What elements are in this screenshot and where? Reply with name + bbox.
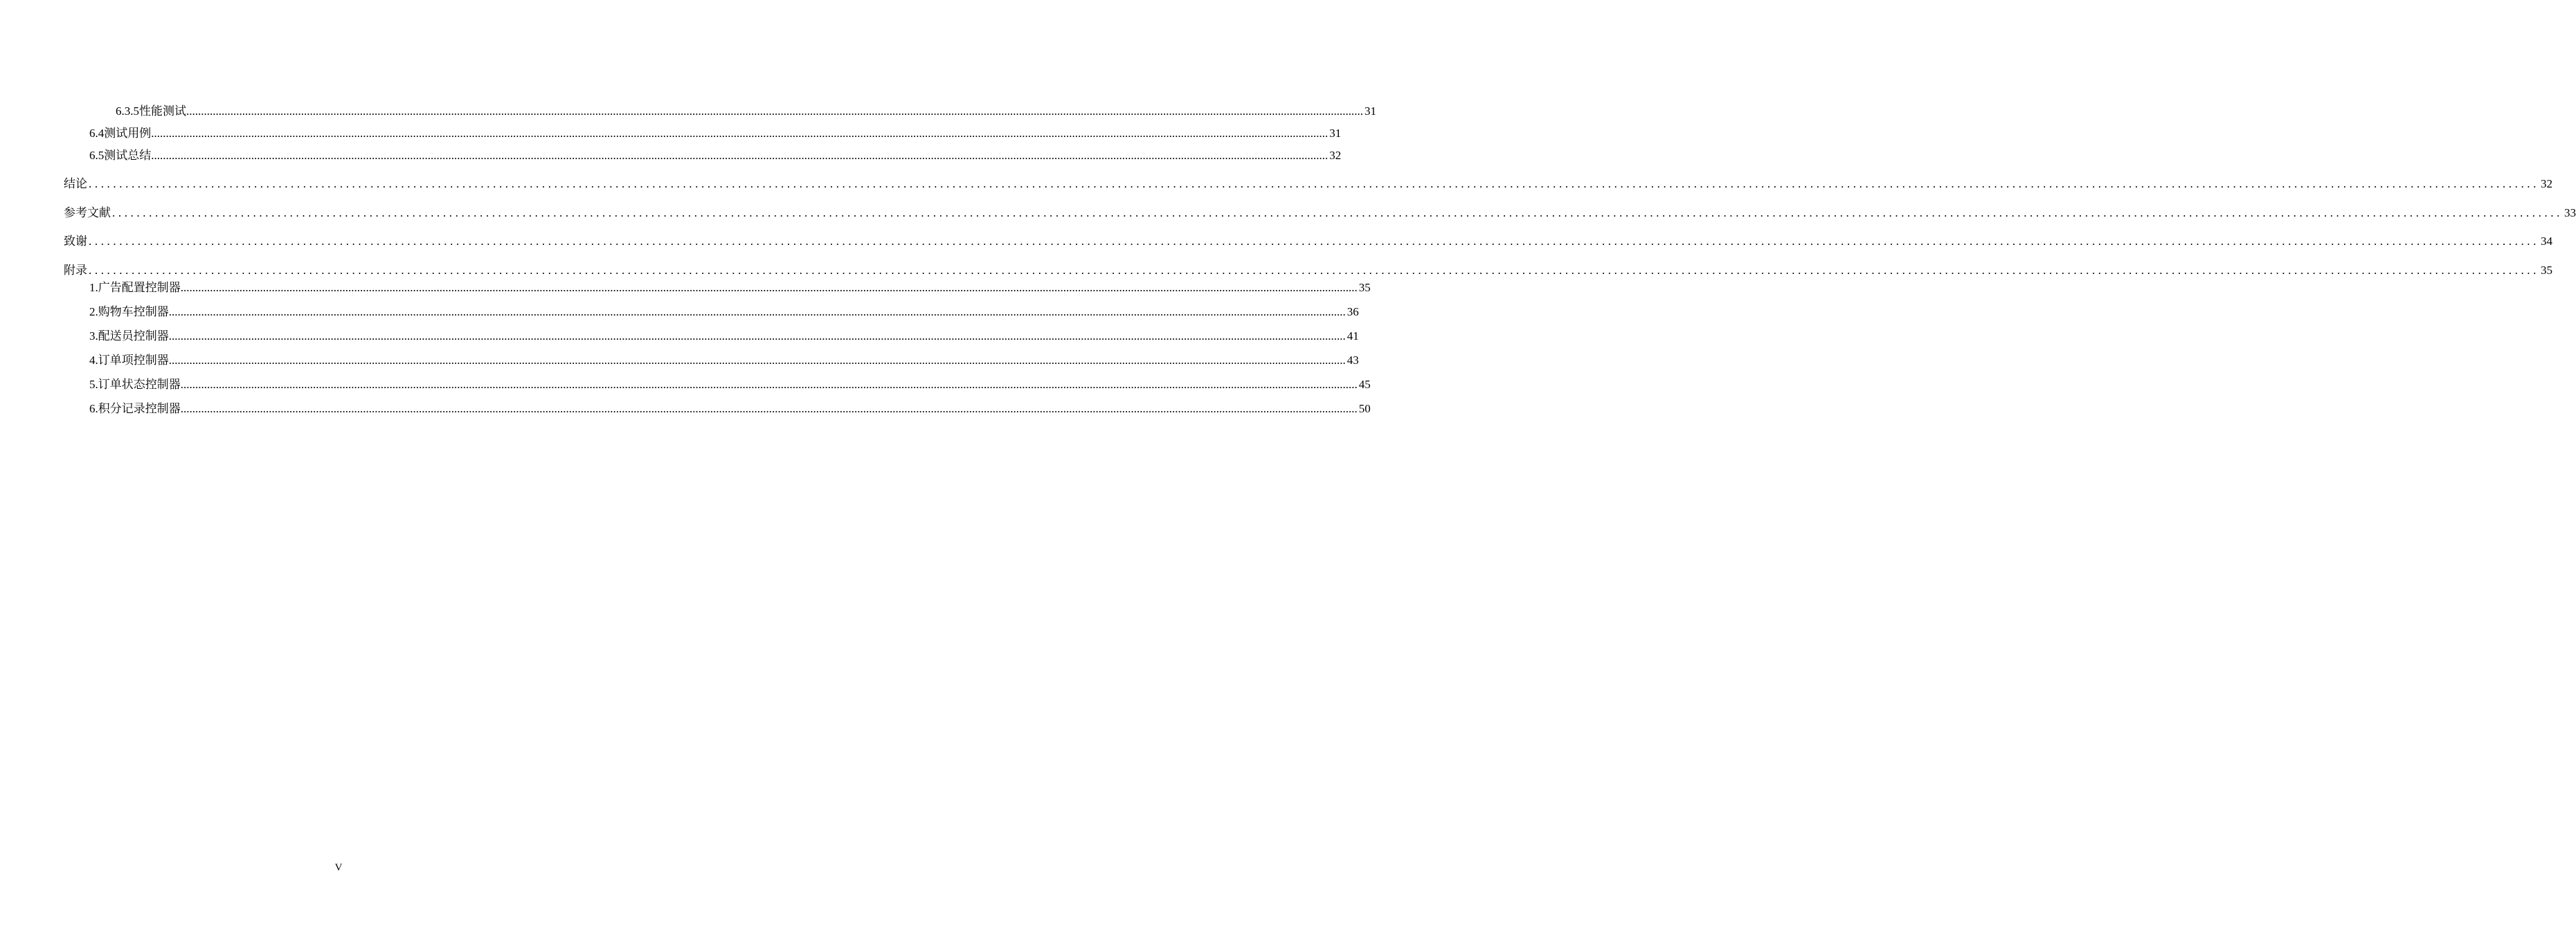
toc-entry[interactable] xyxy=(89,401,1371,417)
toc-entry-page: 33 xyxy=(2564,206,2576,219)
toc-entry-title: 附录 xyxy=(64,264,87,277)
toc-entry[interactable] xyxy=(89,148,1342,163)
toc-entry-page: 31 xyxy=(1329,127,1342,140)
toc-entry-title: 测试总结 xyxy=(104,149,152,162)
toc-entry-title: 3.配送员控制器 xyxy=(89,329,169,343)
toc-entry-title: 性能测试 xyxy=(139,104,186,118)
toc-entry[interactable] xyxy=(89,377,1371,392)
toc-entry-title: 6.积分记录控制器 xyxy=(89,402,181,415)
toc-leader-dots: ................................................................................................................................................................................................................................................................................................................................................................................................................ xyxy=(151,127,1328,140)
toc-entry-page: 41 xyxy=(1346,329,1359,343)
toc-entry-page: 32 xyxy=(1329,149,1342,162)
toc-leader-dots: ................................................................................................................................................................................................................................................................................................................................................................................................................ xyxy=(151,149,1328,162)
toc-entry[interactable] xyxy=(64,234,2552,249)
toc-entry-page: 36 xyxy=(1346,305,1359,318)
toc-leader-dots: ................................................................................................................................................................................................................................................................................................................................................................................................................ xyxy=(168,329,1346,343)
toc-entry[interactable] xyxy=(89,353,1359,368)
toc-entry-page: 50 xyxy=(1358,402,1371,415)
toc-entry-title: 测试用例 xyxy=(104,127,152,140)
toc-entry-page: 45 xyxy=(1358,378,1371,391)
toc-entry-title: 致谢 xyxy=(64,235,87,248)
toc-leader-dots: ................................................................................................................................................................................................................................................................................................................................................................................................................ xyxy=(112,206,2563,219)
toc-entry[interactable] xyxy=(64,206,2576,221)
toc-entry[interactable] xyxy=(89,329,1359,344)
toc-leader-dots: ................................................................................................................................................................................................................................................................................................................................................................................................................ xyxy=(89,235,2539,248)
toc-entry-number: 6.5 xyxy=(89,149,105,162)
toc-entry-title: 1.广告配置控制器 xyxy=(89,281,181,294)
toc-entry[interactable] xyxy=(64,263,2552,278)
toc-entry[interactable] xyxy=(116,104,1376,119)
page-number-footer: V xyxy=(334,862,343,873)
toc-entry-page: 34 xyxy=(2541,235,2552,248)
toc-leader-dots: ................................................................................................................................................................................................................................................................................................................................................................................................................ xyxy=(180,402,1358,415)
toc-entry-page: 35 xyxy=(2541,264,2552,277)
toc-entry[interactable] xyxy=(89,280,1371,295)
toc-entry-title: 参考文献 xyxy=(64,206,111,219)
toc-entry-page: 31 xyxy=(1364,104,1376,118)
toc-leader-dots: ................................................................................................................................................................................................................................................................................................................................................................................................................ xyxy=(180,281,1358,294)
toc-entry-title: 2.购物车控制器 xyxy=(89,305,169,318)
toc-leader-dots: ................................................................................................................................................................................................................................................................................................................................................................................................................ xyxy=(89,264,2539,277)
toc-entry[interactable] xyxy=(89,126,1342,141)
toc-entry-page: 43 xyxy=(1346,354,1359,367)
toc-entry-title: 4.订单项控制器 xyxy=(89,354,169,367)
toc-leader-dots: ................................................................................................................................................................................................................................................................................................................................................................................................................ xyxy=(89,177,2539,190)
toc-leader-dots: ................................................................................................................................................................................................................................................................................................................................................................................................................ xyxy=(168,354,1346,367)
toc-entry[interactable] xyxy=(64,176,2552,192)
toc-entry[interactable] xyxy=(89,304,1359,320)
toc-entry-number: 6.3.5 xyxy=(116,104,139,118)
toc-entry-page: 35 xyxy=(1358,281,1371,294)
toc-leader-dots: ................................................................................................................................................................................................................................................................................................................................................................................................................ xyxy=(180,378,1358,391)
toc-leader-dots: ................................................................................................................................................................................................................................................................................................................................................................................................................ xyxy=(186,104,1363,118)
toc-entry-title: 结论 xyxy=(64,177,87,190)
toc-entry-number: 6.4 xyxy=(89,127,105,140)
toc-entry-title: 5.订单状态控制器 xyxy=(89,378,181,391)
toc-leader-dots: ................................................................................................................................................................................................................................................................................................................................................................................................................ xyxy=(168,305,1346,318)
toc-entry-page: 32 xyxy=(2541,177,2552,190)
